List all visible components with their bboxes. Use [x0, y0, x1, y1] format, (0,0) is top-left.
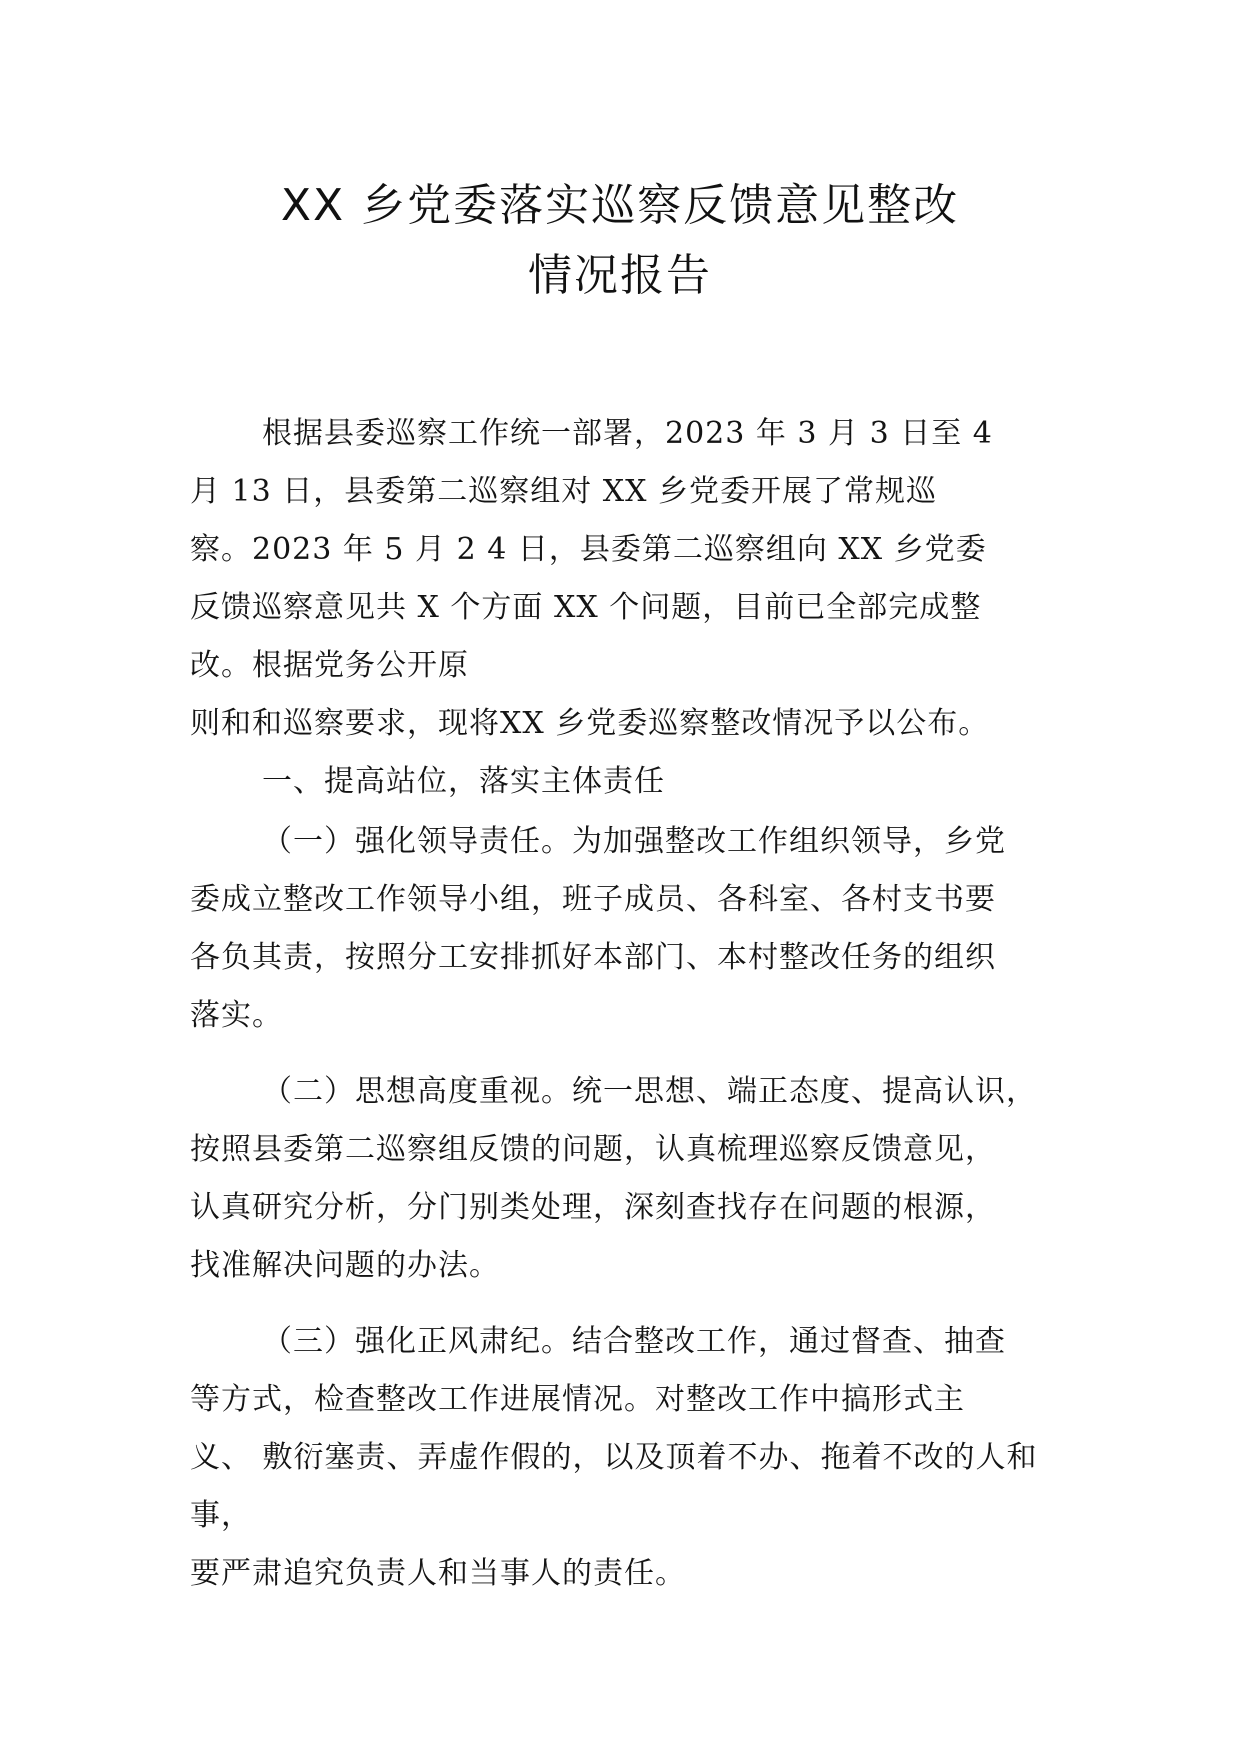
body-line: 认真研究分析，分门别类处理，深刻查找存在问题的根源， [190, 1190, 996, 1225]
section-heading: 一、提高站位，落实主体责任 [262, 764, 665, 799]
body-line: （一）强化领导责任。为加强整改工作组织领导，乡党 [262, 824, 1006, 859]
body-line: 等方式，检查整改工作进展情况。对整改工作中搞形式主 [190, 1382, 965, 1417]
body-line: 事， [190, 1498, 252, 1533]
body-line: 要严肃追究负责人和当事人的责任。 [190, 1556, 686, 1591]
document-title-line-2: 情况报告 [528, 250, 712, 301]
body-line: （三）强化正风肃纪。结合整改工作，通过督查、抽查 [262, 1324, 1006, 1359]
body-line: 改。根据党务公开原 [190, 648, 469, 683]
body-line: 按照县委第二巡察组反馈的问题，认真梳理巡察反馈意见， [190, 1132, 996, 1167]
body-line: 落实。 [190, 998, 283, 1033]
body-line: 察。2023 年 5 月 2 4 日，县委第二巡察组向 XX 乡党委 [190, 532, 987, 567]
body-line: 反馈巡察意见共 X 个方面 XX 个问题，目前已全部完成整 [190, 590, 982, 625]
body-line: （二）思想高度重视。统一思想、端正态度、提高认识， [262, 1074, 1037, 1109]
body-line: 找准解决问题的办法。 [190, 1248, 500, 1283]
body-line: 各负其责，按照分工安排抓好本部门、本村整改任务的组织 [190, 940, 996, 975]
body-line: 根据县委巡察工作统一部署，2023 年 3 月 3 日至 4 [262, 416, 993, 451]
document-title-line-1: XX 乡党委落实巡察反馈意见整改 [280, 180, 960, 231]
body-line: 委成立整改工作领导小组，班子成员、各科室、各村支书要 [190, 882, 996, 917]
body-line: 月 13 日，县委第二巡察组对 XX 乡党委开展了常规巡 [190, 474, 938, 509]
body-line: 义、 敷衍塞责、弄虚作假的，以及顶着不办、拖着不改的人和 [190, 1440, 1038, 1475]
body-line: 则和和巡察要求，现将XX 乡党委巡察整改情况予以公布。 [190, 706, 990, 741]
